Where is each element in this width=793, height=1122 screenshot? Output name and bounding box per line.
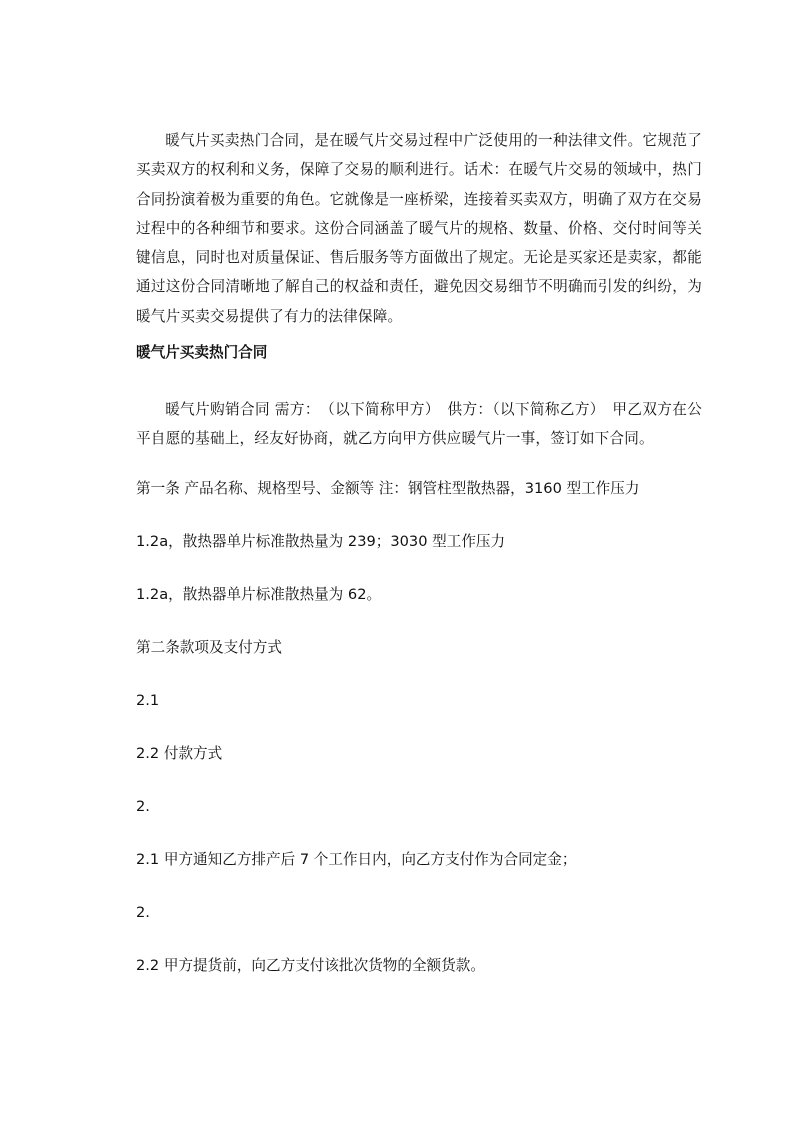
- clause-full-payment-line: 2.2 甲方提货前，向乙方支付该批次货物的全额货款。: [136, 957, 485, 974]
- article-one-line: 第一条 产品名称、规格型号、金额等 注：钢管柱型散热器，3160 型工作压力: [136, 480, 640, 497]
- section-title: 暖气片买卖热门合同: [136, 344, 268, 361]
- contract-opening-paragraph: 暖气片购销合同 需方： （以下简称甲方） 供方：（以下简称乙方） 甲乙双方在公平自愿的基础上，经友好协商，就乙方向甲方供应暖气片一事，签订如下合同。: [136, 401, 702, 448]
- clause-2-2-payment-method: 2.2 付款方式: [136, 745, 223, 762]
- clause-number-fragment-2: 2.: [136, 904, 150, 921]
- heat-output-line-1: 1.2a，散热器单片标准散热量为 239；3030 型工作压力: [136, 533, 506, 550]
- intro-paragraph: 暖气片买卖热门合同，是在暖气片交易过程中广泛使用的一种法律文件。它规范了买卖双方的权利和义务，保障了交易的顺利进行。话术：在暖气片交易的领域中，热门合同扮演着极为重要的角色。它就像是一座桥梁，连接着买卖双方，明确了双方在交易过程中的各种细节和要求。这份合同涵盖了暖气片的规格、数量、价格、交付时间等关键信息，同时也对质量保证、售后服务等方面做出了规定。无论是买家还是卖家，都能通过这份合同清晰地了解自己的权益和责任，避免因交易细节不明确而引发的纠纷，为暖气片买卖交易提供了有力的法律保障。: [136, 132, 702, 325]
- heat-output-line-2: 1.2a，散热器单片标准散热量为 62。: [136, 586, 382, 603]
- clause-deposit-line: 2.1 甲方通知乙方排产后 7 个工作日内，向乙方支付作为合同定金；: [136, 851, 577, 868]
- clause-2-1: 2.1: [136, 692, 160, 709]
- article-two-heading: 第二条款项及支付方式: [136, 639, 282, 656]
- clause-number-fragment-1: 2.: [136, 798, 150, 815]
